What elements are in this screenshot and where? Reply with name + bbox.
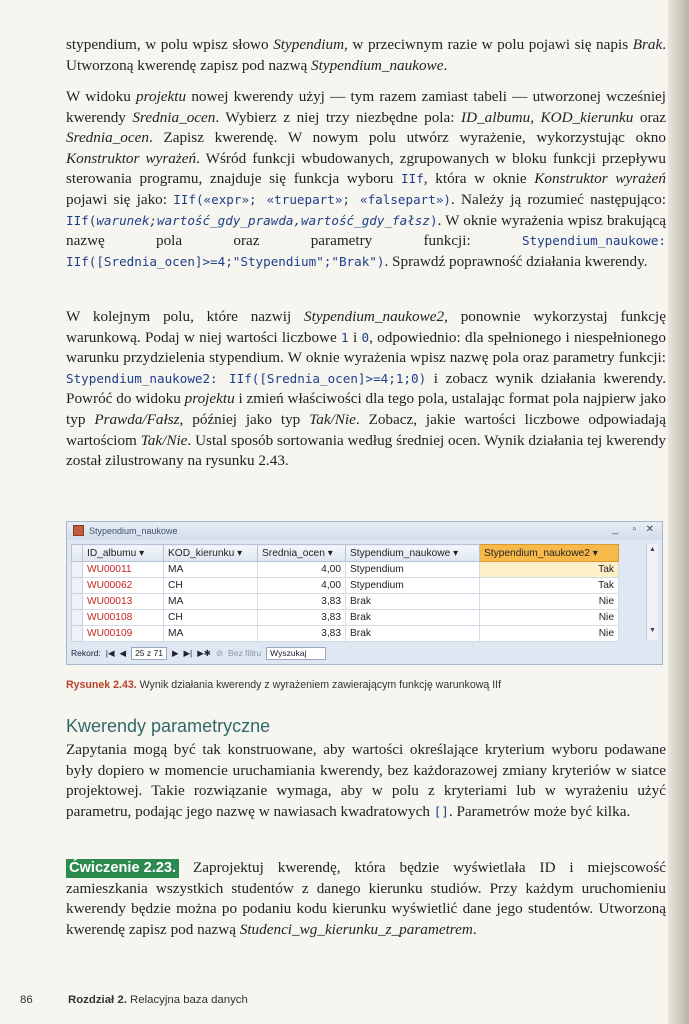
maximize-icon[interactable]: ▫ <box>632 524 636 535</box>
paragraph-next-field: W kolejnym polu, które nazwij Stypendium_naukowe2, ponownie wykorzystaj funkcję warunkową. Podaj w niej wartości liczbowe 1 i 0, odpowiednio: dla spełnionego i niespełnionego warunku przydzielenia stypendium. W oknie wyrażenia wpisz nazwę pola oraz parametry funkcji: Stypendium_naukowe2: IIf([Srednia_ocen]>=4;1;0) i zobacz wynik działania kwerendy. Powróć do widoku projektu i zmień właściwości dla tego pola, ustalając format pola najpierw jako typ Prawda/Fałsz, później jako typ Tak/Nie. Zobacz, jakie wartości liczbowe odpowiadają wartościom Tak/Nie. Ustal sposób sortowania według średniej ocen. Wynik działania tej kwerendy został zilustrowany na rysunku 2.43. <box>66 308 667 470</box>
cell-kod[interactable]: MA <box>164 562 258 578</box>
scroll-up-icon[interactable]: ▲ <box>649 546 656 553</box>
search-input[interactable]: Wyszukaj <box>266 647 326 660</box>
page-number: 86 <box>20 994 33 1006</box>
column-header[interactable]: KOD_kierunku ▾ <box>164 545 258 562</box>
column-header[interactable]: Srednia_ocen ▾ <box>258 545 346 562</box>
window-titlebar <box>67 522 662 540</box>
cell-id[interactable]: WU00062 <box>83 578 164 594</box>
row-selector[interactable] <box>72 610 83 626</box>
cell-stypendium[interactable]: Brak <box>346 594 480 610</box>
vertical-scrollbar[interactable] <box>646 544 658 640</box>
filter-icon[interactable]: ⊘ <box>215 647 224 658</box>
cell-srednia[interactable]: 3,83 <box>258 594 346 610</box>
cell-id[interactable]: WU00109 <box>83 626 164 642</box>
cell-stypendium2[interactable]: Tak <box>480 562 619 578</box>
exercise-label: Ćwiczenie 2.23. <box>66 859 179 878</box>
query-result-window <box>66 521 663 665</box>
table-row[interactable] <box>72 562 619 578</box>
cell-kod[interactable]: CH <box>164 610 258 626</box>
close-icon[interactable]: ✕ <box>645 524 654 535</box>
next-record-icon[interactable]: ▶ <box>171 647 179 658</box>
table-row[interactable] <box>72 594 619 610</box>
last-record-icon[interactable]: ▶| <box>183 647 193 658</box>
cell-stypendium[interactable]: Brak <box>346 626 480 642</box>
minimize-icon[interactable]: _ <box>612 524 618 535</box>
cell-id[interactable]: WU00108 <box>83 610 164 626</box>
select-all-corner[interactable] <box>72 545 83 562</box>
column-header-selected[interactable]: Stypendium_naukowe2 ▾ <box>480 545 619 562</box>
scroll-down-icon[interactable]: ▼ <box>649 627 656 634</box>
cell-srednia[interactable]: 3,83 <box>258 610 346 626</box>
column-header[interactable]: Stypendium_naukowe ▾ <box>346 545 480 562</box>
cell-kod[interactable]: CH <box>164 578 258 594</box>
cell-srednia[interactable]: 4,00 <box>258 578 346 594</box>
cell-stypendium[interactable]: Brak <box>346 610 480 626</box>
query-icon <box>73 525 84 536</box>
section-title: Kwerendy parametryczne <box>66 716 271 736</box>
table-row[interactable] <box>72 626 619 642</box>
cell-kod[interactable]: MA <box>164 594 258 610</box>
paragraph-intro: stypendium, w polu wpisz słowo Stypendium, w przeciwnym razie w polu pojawi się napis Brak. Utworzoną kwerendę zapisz pod nazwą Stypendium_naukowe. <box>66 36 667 74</box>
cell-stypendium2[interactable]: Nie <box>480 610 619 626</box>
record-label: Rekord: <box>71 648 101 658</box>
figure-caption: Rysunek 2.43. Wynik działania kwerendy z wyrażeniem zawierającym funkcję warunkową IIf <box>66 679 502 691</box>
table-row[interactable] <box>72 610 619 626</box>
first-record-icon[interactable]: |◀ <box>105 647 115 658</box>
row-selector[interactable] <box>72 594 83 610</box>
cell-stypendium2[interactable]: Nie <box>480 626 619 642</box>
column-header[interactable]: ID_albumu ▾ <box>83 545 164 562</box>
exercise-block: Ćwiczenie 2.23. Zaprojektuj kwerendę, która będzie wyświetlała ID i miejscowość zamieszkania wszystkich studentów z danego kierunku studiów. Przy każdym uruchomieniu kwerendy będzie można po podaniu kodu kierunku wyświetlić dane jego studentów. Utworzoną kwerendę zapisz pod nazwą Studenci_wg_kierunku_z_parametrem. <box>66 859 666 938</box>
record-position-input[interactable]: 25 z 71 <box>131 647 167 660</box>
datasheet-grid <box>71 544 619 642</box>
row-selector[interactable] <box>72 626 83 642</box>
row-selector[interactable] <box>72 562 83 578</box>
new-record-icon[interactable]: ▶✱ <box>197 647 211 658</box>
paragraph-design-view: W widoku projektu nowej kwerendy użyj — tym razem zamiast tabeli — utworzonej wcześniej kwerendy Srednia_ocen. Wybierz z niej trzy niezbędne pola: ID_albumu, KOD_kierunku oraz Srednia_ocen. Zapisz kwerendę. W nowym polu utwórz wyrażenie, wykorzystując okno Konstruktor wyrażeń. Wśród funkcji wbudowanych, zgrupowanych w bloku funkcji przepływu sterowania programu, znajduje się funkcja wyboru IIf, która w oknie Konstruktor wyrażeń pojawi się jako: IIf(«expr»; «truepart»; «falsepart»). Należy ją rozumieć następująco: IIf(warunek;wartość_gdy_prawda,wartość_gdy_fałsz). W oknie wyrażenia wpisz brakującą nazwę pola oraz parametry funkcji: Stypendium_naukowe: IIf([Srednia_ocen]>=4;"Stypendium";"Brak"). Sprawdź poprawność działania kwerendy. <box>66 88 666 270</box>
chapter-footer: Rozdział 2. Relacyjna baza danych <box>68 994 248 1006</box>
previous-record-icon[interactable]: ◀ <box>119 647 127 658</box>
page-edge <box>668 0 689 1024</box>
cell-stypendium[interactable]: Stypendium <box>346 578 480 594</box>
row-selector[interactable] <box>72 578 83 594</box>
cell-kod[interactable]: MA <box>164 626 258 642</box>
cell-srednia[interactable]: 4,00 <box>258 562 346 578</box>
cell-id[interactable]: WU00011 <box>83 562 164 578</box>
window-title: Stypendium_naukowe <box>89 526 178 536</box>
paragraph-parametric: Zapytania mogą być tak konstruowane, aby wartości określające kryterium wyboru podawane były dopiero w momencie uruchamiania kwerendy, bez każdorazowej zmiany kryteriów w siatce projektowej. Takie rozwiązanie wymaga, aby w polu z kryteriami lub w wyrażeniu użyć parametru, podając jego nazwę w nawiasach kwadratowych []. Parametrów może być kilka. <box>66 741 666 820</box>
cell-srednia[interactable]: 3,83 <box>258 626 346 642</box>
cell-id[interactable]: WU00013 <box>83 594 164 610</box>
cell-stypendium2[interactable]: Tak <box>480 578 619 594</box>
record-navigation-bar <box>71 646 326 660</box>
cell-stypendium2[interactable]: Nie <box>480 594 619 610</box>
filter-label[interactable]: Bez filtru <box>228 648 262 658</box>
cell-stypendium[interactable]: Stypendium <box>346 562 480 578</box>
table-row[interactable] <box>72 578 619 594</box>
